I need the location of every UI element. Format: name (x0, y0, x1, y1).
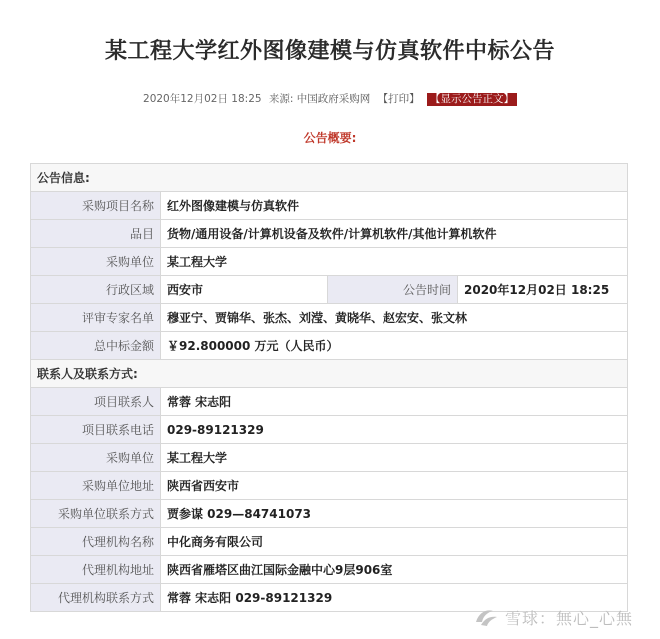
announcement-table (30, 163, 628, 612)
row-value: 某工程大学 (161, 248, 628, 276)
region-value: 西安市 (161, 276, 328, 304)
table-row (31, 332, 628, 360)
row-value: 穆亚宁、贾锦华、张杰、刘滢、黄晓华、赵宏安、张文林 (161, 304, 628, 332)
row-value: 陕西省雁塔区曲江国际金融中心9层906室 (161, 556, 628, 584)
row-label: 采购单位 (31, 248, 161, 276)
row-value: 红外图像建模与仿真软件 (161, 192, 628, 220)
table-row (31, 276, 628, 304)
table-row (31, 528, 628, 556)
table-row (31, 192, 628, 220)
show-full-text-button[interactable]: 【显示公告正文】 (427, 93, 517, 106)
table-row (31, 304, 628, 332)
row-value: 货物/通用设备/计算机设备及软件/计算机软件/其他计算机软件 (161, 220, 628, 248)
row-label: 代理机构联系方式 (31, 584, 161, 612)
row-value: 贾参谋 029—84741073 (161, 500, 628, 528)
source-link[interactable]: 中国政府采购网 (296, 93, 371, 105)
publish-datetime: 2020年12月02日 18:25 (143, 93, 262, 105)
table-row (31, 248, 628, 276)
row-value: 029-89121329 (161, 416, 628, 444)
announce-time-label: 公告时间 (328, 276, 458, 304)
table-row (31, 472, 628, 500)
row-label: 采购单位联系方式 (31, 500, 161, 528)
region-label: 行政区域 (31, 276, 161, 304)
table-row (31, 220, 628, 248)
row-label: 评审专家名单 (31, 304, 161, 332)
print-link[interactable]: 【打印】 (377, 93, 420, 105)
row-value: 常蓉 宋志阳 (161, 388, 628, 416)
row-label: 总中标金额 (31, 332, 161, 360)
summary-heading: 公告概要: (303, 131, 357, 145)
announce-time-value: 2020年12月02日 18:25 (458, 276, 628, 304)
table-row (31, 444, 628, 472)
watermark (473, 602, 643, 632)
row-value: 常蓉 宋志阳 029-89121329 (161, 584, 628, 612)
row-label: 项目联系人 (31, 388, 161, 416)
section-title-contacts: 联系人及联系方式: (31, 360, 628, 388)
row-label: 采购单位地址 (31, 472, 161, 500)
row-label: 品目 (31, 220, 161, 248)
row-label: 代理机构名称 (31, 528, 161, 556)
table-row (31, 416, 628, 444)
row-value: 中化商务有限公司 (161, 528, 628, 556)
table-row (31, 556, 628, 584)
row-label: 采购单位 (31, 444, 161, 472)
watermark-text: 雪球：無心_心無 (505, 608, 634, 628)
row-label: 采购项目名称 (31, 192, 161, 220)
row-value: 陕西省西安市 (161, 472, 628, 500)
row-label: 代理机构地址 (31, 556, 161, 584)
row-value: 某工程大学 (161, 444, 628, 472)
section-row (31, 360, 628, 388)
article-meta (0, 91, 660, 106)
section-title-info: 公告信息: (31, 164, 628, 192)
snowball-logo-icon (473, 606, 499, 628)
row-label: 项目联系电话 (31, 416, 161, 444)
row-value: ￥92.800000 万元（人民币） (161, 332, 628, 360)
source-label: 来源: (268, 93, 294, 105)
table-row (31, 388, 628, 416)
page-title: 某工程大学红外图像建模与仿真软件中标公告 (104, 39, 555, 64)
section-row (31, 164, 628, 192)
table-row (31, 500, 628, 528)
